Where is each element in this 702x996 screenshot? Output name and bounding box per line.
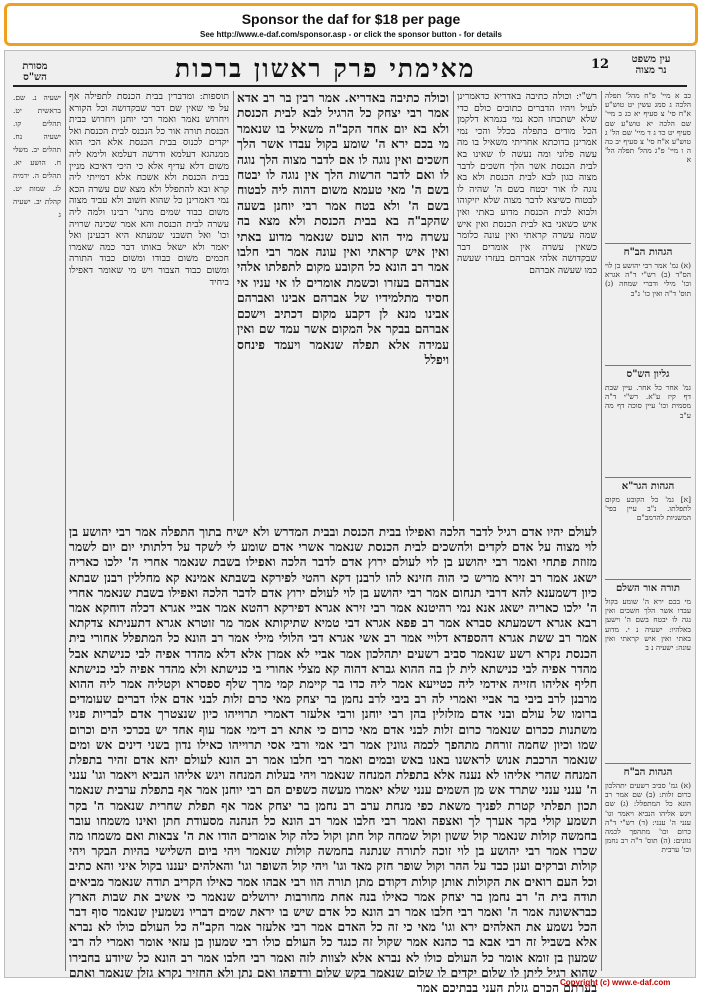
rashi-commentary: רש"י: וכולה כתיבה באדריא כדאמרינן לעיל ויהיו הדברים כתובים כולם כדי שלא ישתכחו הכא נמי בגמרא דלקמן הכל מודים בתפלה בכלל והכי נמי אמרינן בדוכתא אחריתי משאיל בו מה עשה פלוני ומה נעשה לו שאינו בא לבית הכנסת אשר הלך חשכים לדבר מצוה כגון לבא לבית הכנסת ולא בא נוגה לו אור יבטח בשם ה' שהיה לו לבטוח כשיצא לדבר מצוה שלא יזיקוהו ולבוא לבית הכנסת מדוע באתי ואין איש כשאני בא לבית הכנסת ואין איש שמה עשרה קראתי ואין עונה כלומר כשאין עשרה אין אומרים דבר שבקדושה אלהי אברהם בעזרו שעשה כמו שעשה אברהם bbox=[457, 91, 597, 276]
sponsor-title[interactable]: Sponsor the daf for $18 per page bbox=[241, 11, 461, 27]
header-rule bbox=[13, 85, 687, 87]
gilyon-hashas-text: גמ' אחר כל אחר. עיין שבת דף קיז ע"א. רש"י ד"ה מסמית וכו' עיין סוכה דף מה ע"ב bbox=[605, 383, 691, 420]
gilyon-hashas-title: גליון הש"ס bbox=[626, 369, 670, 380]
talmud-main-text: וכולה כתיבה באדריא. אמר רבין בר רב אדא אמר רבי יצחק כל הרגיל לבא לבית הכנסת ולא בא יום אחד הקב"ה משאיל בו שנאמר מי בכם ירא ה' שומע בקול עבדו אשר הלך חשכים ואין נוגה לו אם לדבר מצוה הלך נוגה לו ואם לדבר הרשות הלך אין נוגה לו יבטח בשם ה' מאי טעמא משום דהוה ליה לבטוח בשם ה' ולא בטח אמר רבי יוחנן בשעה שהקב"ה בא בבית הכנסת ולא מצא בה עשרה מיד הוא כועס שנאמר מדוע באתי ואין איש קראתי ואין עונה אמר רבי חלבו אמר רב הונא כל הקובע מקום לתפלתו אלהי אברהם בעזרו וכשמת אומרים לו אי עניו אי חסיד מתלמידיו של אברהם אבינו ואברהם אבינו מנא לן דקבע מקום דכתיב וישכם אברהם בבקר אל המקום אשר עמד שם ואין עמידה אלא תפלה שנאמר ויעמד פינחס ויפלל bbox=[237, 91, 449, 367]
mesoret-hashas-refs: ישעיה נ. שם. בראשית יט. תהלים קו. ישעיה נח. תהלים יב. משלי ח. הושע יא. תהלים ה. ירמיה לג. שמות יט. קהלת יב. ישעיה ג bbox=[13, 93, 61, 219]
hagahot-gra-title: הגהות הגר"א bbox=[621, 481, 675, 492]
divider bbox=[605, 243, 691, 244]
sponsor-banner[interactable] bbox=[4, 3, 698, 46]
sponsor-details: See http://www.e-daf.com/sponsor.asp - or click the sponsor button - for details bbox=[200, 30, 502, 39]
talmud-lower-text: לעולם יהיו אדם רגיל לדבר הלכה ואפילו בבית הכנסת ובבית המדרש ולא ישיח בתוך התפלה אמר רבי יהושע בן לוי מצוה על אדם לקדים ולהשכים לבית הכנסת שנאמר אשרי אדם שומע לי לשקד על דלתותי יום יום לשמר מזוזת פתחי ואמר רבי יהושע בן לוי לעולם ירוץ אדם לדבר הלכה ואפילו בשבת שנאמר אחרי ה' ילכו כאריה ישאג אמר רב זירא מריש כי הוה חזינא להו לרבנן דקא רהטי לפירקא בשבתא אמינא קא מחללין רבנן שבתא כיון דשמענא להא דרבי תנחום אמר רבי יהושע בן לוי לעולם ירוץ אדם לדבר הלכה ואפילו בשבת שנאמר אחרי ה' ילכו כאריה ישאג אנא נמי רהיטנא אמר רבי זירא אגרא דפירקא רהטא אמר אביי אגרא דכלה דוחקא אמר רבא אגרא דשמעתא סברא אמר רב פפא אגרא דבי טמיא שתיקותא אמר מר זוטרא אגרא דתעניתא צדקתא אמר רב ששת אגרא דהספדא דלויי אמר רב אשי אגרא דבי הלולי מילי אמר רב הונא כל המתפלל אחורי בית הכנסת נקרא רשע שנאמר סביב רשעים יתהלכון אמר אביי לא אמרן אלא דלא מהדר אפיה לבי כנישתא אבל מהדר אפיה לבי כנישתא לית לן בה ההוא גברא דהוה קא מצלי אחורי בי כנישתא ולא מהדר אפיה לבי כנישתא חליף אליהו חזייה אידמי ליה כטייעא אמר ליה כדו בר קיימת קמי מרך שלף ספסרא וקטליה אמר ליה ההוא מרבנן לרב ביבי בר אביי ואמרי לה רב ביבי לרב נחמן בר יצחק מאי כרם זלות לבני אדם אלו דברים שעומדים ברומו של עולם ובני אדם מזלזלין בהן רבי יוחנן ורבי אלעזר דאמרי תרוייהו כיון שנצטרך אדם לבריות פניו משתנות ככרום שנאמר כרום זלות לבני אדם מאי כרום כי אתא רב דימי אמר עוף אחד יש בכרכי הים וכרום שמו וכיון שחמה זורחת מתהפך לכמה גוונין אמר רבי אמי ורבי אסי תרוייהו כאילו נדון בשני דינים אש ומים שנאמר הרכבת אנוש לראשנו באנו באש ובמים ואמר רבי חלבו אמר רב הונא לעולם יהא אדם זהיר בתפלת המנחה שהרי אליהו לא נענה אלא בתפלת המנחה שנאמר ויהי בעלות המנחה ויגש אליהו הנביא ויאמר וגו' ענני ה' ענני ענני שתרד אש מן השמים ענני שלא יאמרו מעשה כשפים הם רבי יוחנן אמר אף בתפלת ערבית שנאמר תכון תפלתי קטרת לפניך משאת כפי מנחת ערב רב נחמן בר יצחק אמר אף תפלת שחרית שנאמר ה' בקר תשמע קולי בקר אערך לך ואצפה ואמר רבי חלבו אמר רב הונא כל הנהנה מסעודת חתן ואינו משמחו עובר בחמשה קולות שנאמר קול ששון וקול שמחה קול חתן וקול כלה קול אומרים הודו את ה' צבאות ואם משמחו מה שכרו אמר רבי יהושע בן לוי זוכה לתורה שנתנה בחמשה קולות שנאמר ויהי ביום השלישי בהיות הבקר ויהי קולות וברקים וענן כבד על ההר וקול שופר חזק מאד וגו' ויהי קול השופר וגו' והאלהים יעננו בקול איני והא כתיב וכל העם רואים את הקולות אותן קולות דקודם מתן תורה הוו רבי אבהו אמר כאילו הקריב תודה שנאמר מביאים תודה בית ה' רב נחמן בר יצחק אמר כאילו בנה אחת מחורבות ירושלים שנאמר כי אשיב את שבות הארץ כבראשונה אמר ה' ואמר רבי חלבו אמר רב הונא כל אדם שיש בו יראת שמים דבריו נשמעין שנאמר סוף דבר הכל נשמע את האלהים ירא וגו' מאי כי זה כל האדם אמר רבי אלעזר אמר הקב"ה כל העולם כולו לא נברא אלא בשביל זה רבי אבא בר כהנא אמר שקול זה כנגד כל העולם כולו רבי שמעון בן עזאי אומר ואמרי לה רבי שמעון בן זומא אומר כל העולם כולו לא נברא אלא לצוות לזה ואמר רבי חלבו אמר רב הונא כל שיודע בחבירו שהוא רגיל ליתן לו שלום יקדים לו שלום שנאמר בקש שלום ורדפהו ואם נתן ולא החזיר נקרא גזלן שנאמר ואתם בערתם הכרם גזלת העני בבתיכם אמר bbox=[69, 525, 597, 996]
ein-mishpat-column: כב א מיי' פ"ח מהל' תפלה הלכה ג סמג עשין יט טוש"ע א"ח סי' צ סעיף יא כג ב מיי' שם הלכה יא טוש"ע שם סעיף יט כד ג ד מיי' שם הל' ג טוש"ע א"ח סי' צ סעיף יב כה ה ו מיי' פ"ג מהל' תפלה הל' א bbox=[605, 91, 691, 165]
torah-or-title: תורה אור השלם bbox=[616, 583, 680, 594]
divider bbox=[605, 579, 691, 580]
column-rule bbox=[233, 91, 234, 521]
hagahot-bach-text: (א) גמ' אמר רבי יהושע בן לוי הס"ד (ב) רש"י ד"ה אגרא וכו' מילי ודברי שמחה (ג) תוס' ד"ה ואין כו' נ"ב bbox=[605, 261, 691, 298]
hagahot-text: (א) גמ' סביב רשעים יתהלכון כרום זלות: (ב) שם אמר רב הונא כל המתפלל: (ג) שם ויגש אליהו הנביא ויאמר וגו' ענני ה' ענני: (ד) רש"י ד"ה כרום וכו' מתהפך לכמה גוונים: (ה) תוס' ד"ה רב נחמן וכו' ערבית bbox=[605, 781, 691, 855]
copyright-link[interactable]: Copyright (c) www.e-daf.com bbox=[560, 978, 671, 987]
margin-rule bbox=[65, 91, 66, 971]
hagahot-gra-text: [א] גמ' כל הקובע מקום לתפלתו. נ"ב עיין בפי' המשניות להרמב"ם bbox=[605, 495, 691, 523]
hagahot-title: הגהות הב"ח bbox=[623, 767, 673, 778]
divider bbox=[605, 477, 691, 478]
ein-mishpat-title: עין משפט נר מצוה bbox=[631, 54, 671, 76]
hagahot-bach-title: הגהות הב"ח bbox=[623, 247, 673, 258]
mesoret-hashas-title: מסורת הש"ס bbox=[22, 61, 48, 83]
torah-or-text: מי בכם ירא ה' שומע בקול עבדו אשר הלך חשכים ואין נגה לו יבטח בשם ה' וישען באלהיו: ישעיה נ י. מדוע באתי ואין איש קראתי ואין עונה: ישעיה נ ב bbox=[605, 597, 691, 653]
divider bbox=[605, 365, 691, 366]
tosafot-commentary: תוספות: ומדברין בבית הכנסת לתפילה אף על פי שאין שם דבר שבקדושה וכל הקורא ויחרוש נאמר ואמר רבי יוחנן ויחרוש בבית הכנסת תורה אור כל הנכנס לבית הכנסת ואל יקדים לכנוס בבית הכנסת אלא הכי הוא ממנהגא דעלמא ודרשה דעלמא ולימא ליה משום דלא עדיף אלא כי היכי דאיכא מניין בבית הכנסת ולא אשכח אלא דמייתי ליה קרא ובא להתפלל ולא מצא שם עשרה הכא נמי דאמרינן כל שהוא חשוב ולא עביד מצוה משום כבוד שמים מתני' רבינו ולמה ליה עשרה לבית הכנסת והא אמר שכינה שרויה וכו' ואל תשבני שמעתא היא דבעינן ואל יאמר ולא ישאל באותו דבר כמה שאמרו חכמים משום כבודו ומשום כבוד התורה ומשום כבוד הצבור ויש מי שאומר דאפילו ביחיד bbox=[69, 91, 229, 288]
divider bbox=[605, 763, 691, 764]
page-running-header: מאימתי פרק ראשון ברכות bbox=[175, 54, 476, 83]
margin-rule bbox=[601, 91, 602, 971]
column-rule bbox=[453, 91, 454, 521]
page-number: 12 bbox=[591, 57, 610, 72]
